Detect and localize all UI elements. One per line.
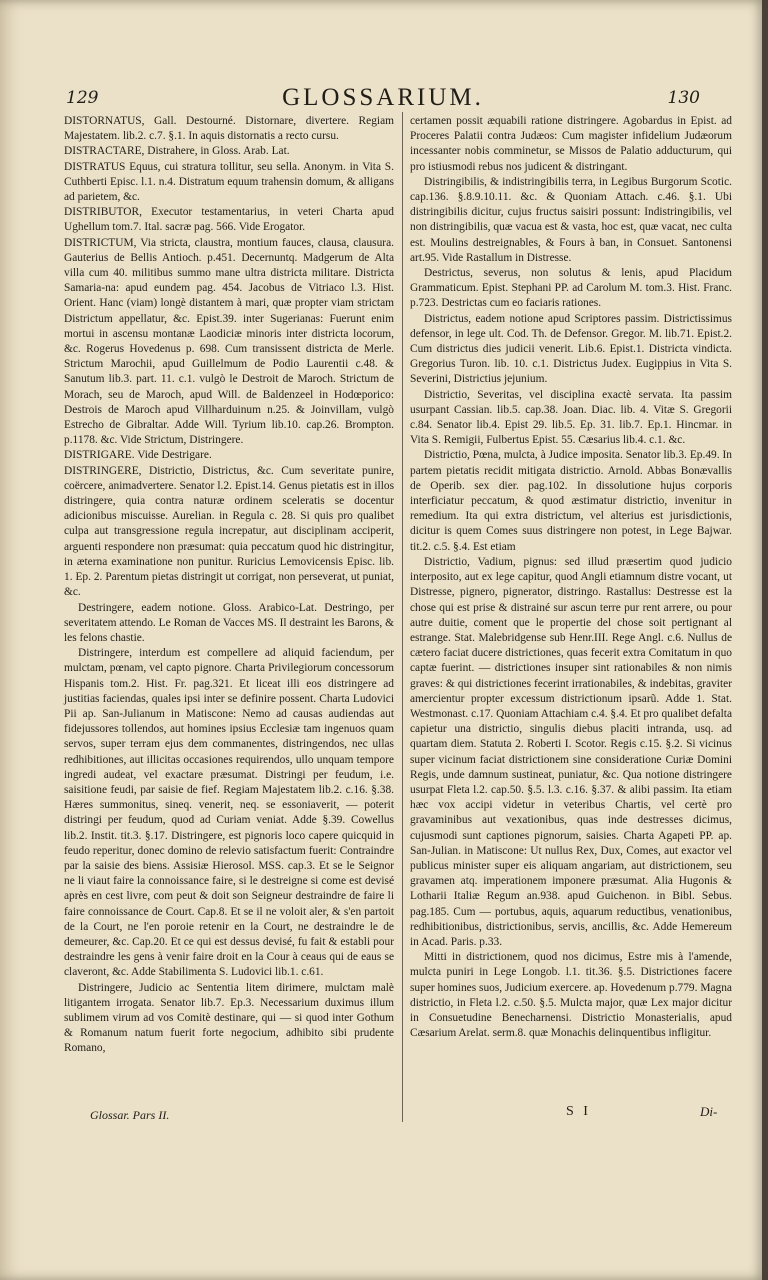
page-title: GLOSSARIUM. (282, 84, 484, 111)
entry-distrigare: DISTRIGARE. Vide Destrigare. (64, 449, 212, 462)
entry-districtio-severitas: Districtio, Severitas, vel disciplina exactè servata. Ita passim usurpant Cassian. lib.5. cap.38. Joan. Diac. lib. 4. Vitæ S. Gregorii c.84. Senator lib.4. Epist 29. lib.5. Ep. 31. lib.7. Ep.1. Hincmar. in Vita S. Remigii, Fulbertus Epist. 55. Cæsarius lib.4. c.1. &c. (410, 388, 732, 447)
signature-mark: S I (566, 1104, 591, 1119)
left-column (64, 114, 394, 1057)
footer-volume-line: Glossar. Pars II. (90, 1108, 170, 1122)
entry-districtio-vadium: Districtio, Vadium, pignus: sed illud præsertim quod judicio interposito, aut ex lege capitur, quod Angli etiamnum distre vocant, ut Distresse, pignero, pignerator, distringo. Rastallus: Destresse est la chose qui est prise & distrainé sur ascun terre pur rent arrere, ou pour autre duitie, coment que le propertie del chose soit pertignant al estrange. Stat. Malebridgense sub Henr.III. Rege Angl. c.6. Nullus de cætero faciat ducere districtiones, quas fecerit extra Comitatum in quo captæ fuerint. — districtiones insuper sint rationabiles & non nimis graves: & qui districtiones fecerint irrationabiles, & indebitas, graviter amercientur propter excessum districtionum ipsarũ. Adde 1. Stat. Westmonast. c.17. Quoniam Attachiam c.4. §.4. Et pro qualibet defalta capietur una districtio, singulis diebus placiti intranda, usq. ad quartam diem. Statuta 2. Roberti I. Scotor. Regis c.15. §.2. Si vicinus super vicinum faciat districtionem sine consideratione Curiæ Domini Regis, unde damnum sustineat, puniatur, &c. Qua notione distringere usurpat Fleta l.2. cap.50. §.5. l.3. c.16. §.37. & alibi passim. Ita etiam hæc vox accipi videtur in veteribus Chartis, vel certè pro gravaminibus aut vexationibus, quas inde destresses dicimus, cujusmodi sunt captiones pignorum, saisies. Charta Agapeti PP. ap. San-Julian. in Matiscone: Ut nullus Rex, Dux, Comes, aut exactor vel publicus minister super eis aliquam angariam, aut districtionem, seu gravamen atq. imperationem imponere præsumat. Alia Hugonis & Lotharii Italiæ Regum an.938. apud Guichenon. in Bibl. Sebus. pag.185. Cum — portubus, aquis, aquarum reductibus, venationibus, redhibitionibus, districtionibus, servis, ancillis, &c. Adde Hemereum in Acad. Paris. p.33. (410, 555, 732, 948)
entry-districtus: Districtus, eadem notione apud Scriptores passim. Districtissimus defensor, in lege ult. Cod. Th. de Defensor. Gregor. M. lib.71. Epist.2. Cum districtus dies judicii venerit. Lib.6. Epist.1. Districta vindicta. Gregorius Turon. lib. 10. c.1. Districtus Judex. Eugippius in Vita S. Severini, Districtius jejunium. (410, 312, 732, 386)
entry-distringibilis: Distringibilis, & indistringibilis terra, in Legibus Burgorum Scotic. cap.136. §.8.9.10.11. &c. & Quoniam Attach. c.46. §.1. Ubi distringibilis dicitur, cujus fructus saisiri possunt: Indistringibilis, vel non distringibilis, quæ vacua est & vasta, hoc est, quæ vacat, nec culta est. Moulins destreignables, & Fours à ban, in Consuet. Santonensi art.95. Vide Rastallum in Distresse. (410, 175, 732, 264)
entry-mitti-in-districtionem: Mitti in districtionem, quod nos dicimus, Estre mis à l'amende, mulcta puniri in Lege Longob. l.1. tit.36. §.5. Districtiones facere super homines suos, Judicium exercere. ap. Hovedenum p.779. Magna districtio, in Fleta l.2. c.50. §.5. Mulcta major, quæ Lex major dicitur in Consuetudine Benecharnensi. Districtio Monasterialis, apud Cæsarium Arelat. serm.8. quæ Monachis delinquentibus infligitur. (410, 951, 732, 1040)
entry-distringere-compellere: Distringere, interdum est compellere ad aliquid faciendum, per mulctam, pœnam, vel capto pignore. Charta Privilegiorum concessorum Hispanis tom.2. Hist. Fr. pag.321. Et liceat illi eos distringere ad justitias faciendas, quales ipsi inter se definire possent. Charta Ludovici Pii ap. San-Julianum in Matiscone: Nemo ad causas audiendas aut fidejussores tollendos, aut homines ipsius Ecclesiæ tam ingenuos quam servos, super terram ejus dem commanentes, distringendos, nec ullas redhibitiones, aut illicitas occasiones requirendos, ullo unquam tempore ingredi audeat, vel exactare præsumat. Distringi per feudum, i.e. saisitione feudi, par saisie de fief. Regiam Majestatem lib.2. c.16. §.38. Hæres summonitus, sineq. venerit, neq. se essoniaverit, — poterit distringi per feudum, quod ad Curiam veniat. Adde §.39. Cowellus lib.2. Instit. tit.3. §.17. Distringere, est pignoris loco capere quicquid in feudo reperitur, donec domino de relevio satisfactum fuerit: Contraindre par la saisie des biens. Assisiæ Hierosol. MSS. cap.3. Et se le Seignor ne li viaut faire la connoissance faire, si le destreigne si come est devisé après en cest livre, com peut & doit son Seigneur destraindre de faire li faire connoissance de Court. Cap.8. Et se il ne voloit aler, & s'en partoit de la Court, ne l'en poroie retenir en la Court, ne destraindre le de demeurer, &c. Cap.20. Et ce qui est dessus devisé, fu fait & establi pour destraindre les gens à venir faire droit en la Cour à ceaus qui de eaus se claveront, &c. Adde Stabilimenta S. Ludovici lib.1. c.61. (64, 647, 394, 979)
entry-distributor: DISTRIBUTOR, Executor testamentarius, in veteri Charta apud Ughellum tom.7. Ital. sacræ pag. 566. Vide Erogator. (64, 206, 394, 234)
page-edge (762, 0, 768, 1280)
entry-destrictus: Destrictus, severus, non solutus & lenis, apud Placidum Grammaticum. Epist. Stephani PP. ad Carolum M. tom.3. Hist. Franc. p.723. Destrictas cum eo faciaris rationes. (410, 267, 732, 310)
entry-distractare: DISTRACTARE, Distrahere, in Gloss. Arab. Lat. (64, 145, 290, 158)
page-header (66, 84, 700, 114)
entry-continuation: certamen possit æquabili ratione distringere. Agobardus in Epist. ad Proceres Palatii contra Judæos: Cum magister infidelium Judæorum incessanter nobis comminetur, se Missos de Palatio adducturum, qui pro istiusmodi rebus nos judicent & distringant. (410, 115, 732, 173)
entry-distringere-judicio: Distringere, Judicio ac Sententia litem dirimere, mulctam malè litigantem irrogata. Senator lib.7. Ep.3. Necessarium duximus illum sublimem virum ad vos Comitè destinare, qui — si quod inter Gothum & Romanum natum fuerit forte negocium, adhibito sibi prudente Romano, (64, 981, 394, 1055)
right-column (410, 114, 732, 1041)
entry-districtum: DISTRICTUM, Via stricta, claustra, montium fauces, clausa, clausura. Gauterius de Bellis Antioch. p.451. Decernuntq. Madgerum de Alta villa cum 40. militibus summo mane ultra districta militare. Districta Samaria-na: apud eundem pag. 454. Jacobus de Vitriaco l.3. Hist. Orient. Hanc (viam) longè distantem à mari, quæ propter viam strictam Districtum appellatur, &c. Epist.39. inter Sugerianas: Fuerunt enim mortui in ascensu montanæ Laodiciæ minoris inter districta locorum, &c. Rogerus Hovedenus p. 698. Cum transissent districta de Merle. Strictum Marochii, apud Guillelmum de Podio Laurentii c.48. & Sanutum lib.3. part. 11. c.1. vulgò le Destroit de Maroch. Strictum de Morach, seu de Maroch, apud Will. de Baldenzeel in Hodœporico: Destrois de Maroch apud Villharduinum n.25. & Joinvillam, vulgò Estrecho de Gibraltar. Adde Will. Tyrium lib.10. cap.26. Brompton. p.1178. &c. Vide Strictum, Distringere. (64, 236, 394, 447)
page-number-left: 129 (66, 88, 99, 108)
entry-districtio-poena: Districtio, Pœna, mulcta, à Judice imposita. Senator lib.3. Ep.49. In partem pietatis recidit mitigata districtio. Arnold. Abbas Bonævallis de Operib. sex dier. pag.102. In dissolutione hujus corporis interficiatur peccatum, & quod æstimatur districtio, invenitur in remedium. Ita qui extra districtum, vel alterius est jurisdictionis, dicitur is quem Comes suus distringere non potest, in Lege Bajwar. tit.2. c.5. §.4. Est etiam (410, 449, 732, 553)
column-divider (402, 112, 403, 1122)
entry-distratus: DISTRATUS Equus, cui stratura tollitur, seu sella. Anonym. in Vita S. Cuthberti Episc. l.1. n.4. Distratum equum trahensin domum, & alligans ad parietem, &c. (64, 160, 394, 204)
entry-distornatus: DISTORNATUS, Gall. Destourné. Distornare, divertere. Regiam Majestatem. lib.2. c.7. §.1. In aquis distornatis a recto cursu. (64, 115, 394, 143)
catchword: Di- (700, 1104, 718, 1119)
entry-destringere: Destringere, eadem notione. Gloss. Arabico-Lat. Destringo, per severitatem attendo. Le Roman de Vacces MS. Il destraint les Barons, & les felons chastie. (64, 601, 394, 644)
page-number-right: 130 (667, 88, 700, 108)
entry-distringere: DISTRINGERE, Districtio, Districtus, &c. Cum severitate punire, coërcere, animadvertere. Senator l.2. Epist.14. Genus pietatis est in illos distringere, quia contra naturæ ordinem sceleratis se docentur adicionibus miscuisse. Aurelian. in Regula c. 28. Si quis pro qualibet culpa aut transgressione regula increpatur, aut disciplinam acciperit, arguenti respondere non præsumat: quia peccatum quod hic distringitur, in æterna examinatione non punitur. Ruricius Lemovicensis Episc. lib. 1. Ep. 2. Parentum pietas distringit ut corrigat, non perseverat, ut puniat, &c. (64, 464, 394, 599)
